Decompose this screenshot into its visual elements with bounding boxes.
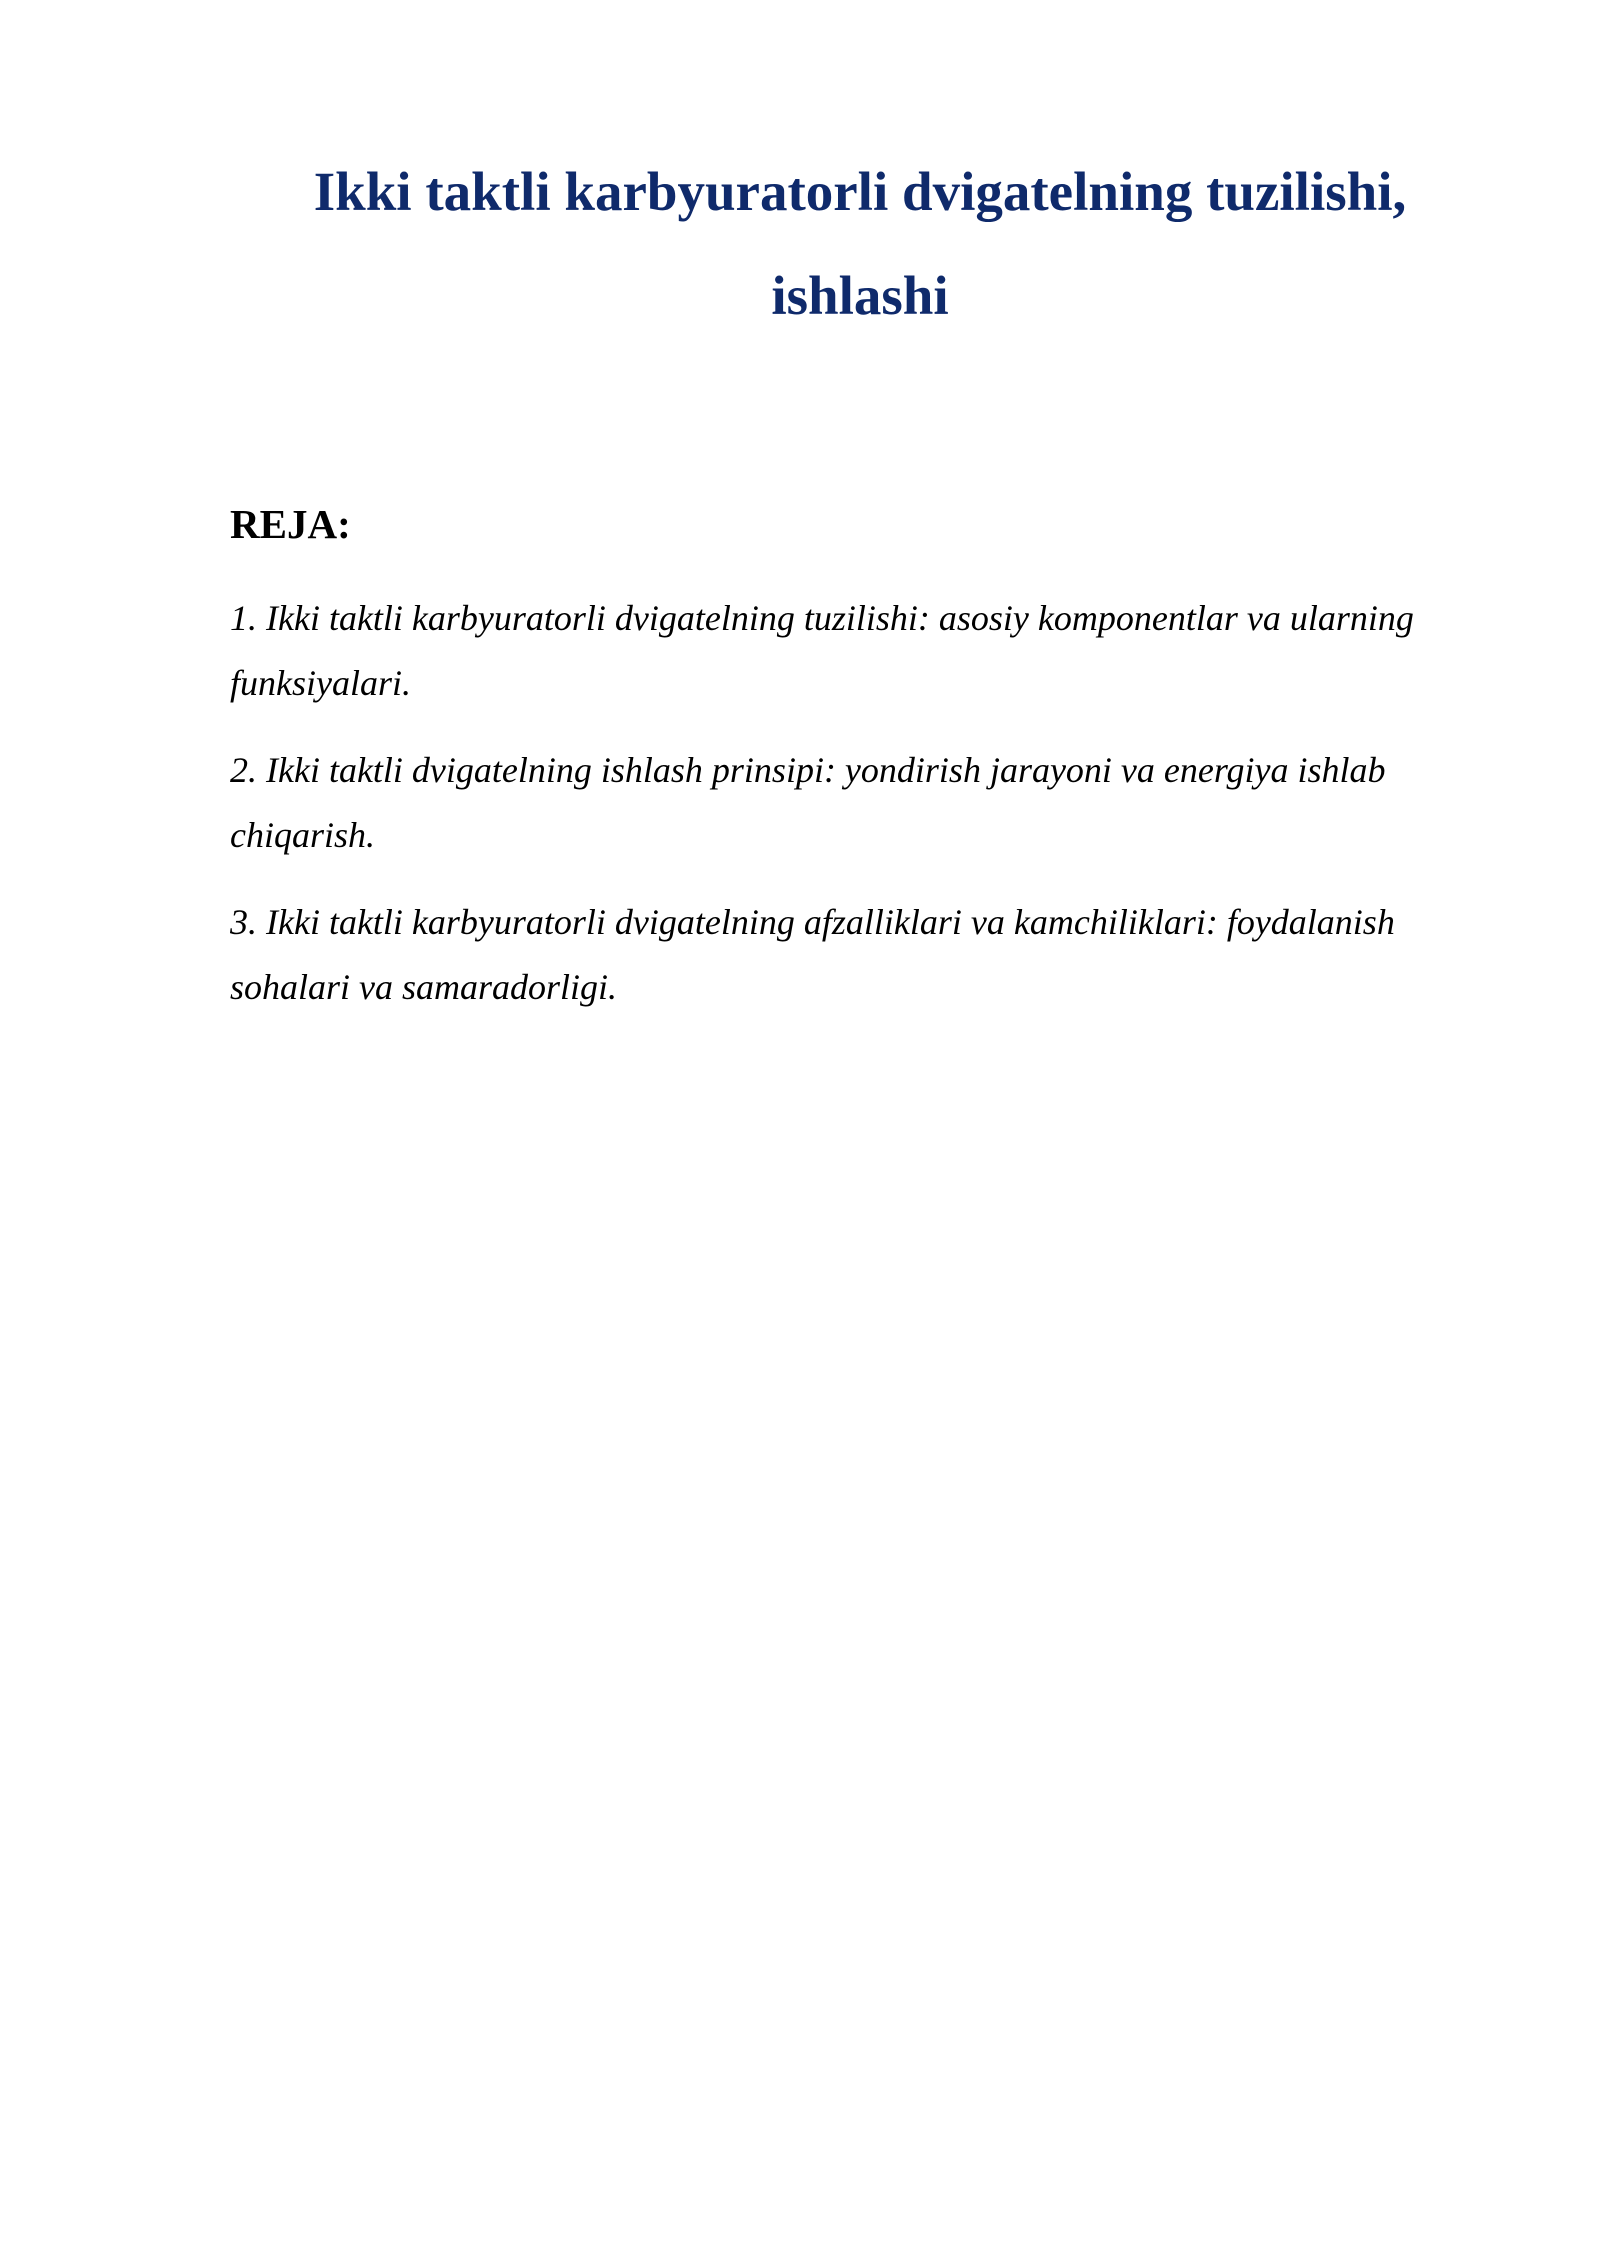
document-title: Ikki taktli karbyuratorli dvigatelning tuzilishi, ishlashi bbox=[313, 161, 1407, 326]
plan-list bbox=[230, 586, 1500, 1042]
plan-item-1: 1. Ikki taktli karbyuratorli dvigatelning tuzilishi: asosiy komponentlar va ularning funksiyalari. bbox=[230, 598, 1414, 703]
plan-item-2: 2. Ikki taktli dvigatelning ishlash prinsipi: yondirish jarayoni va energiya ishlab chiqarish. bbox=[230, 750, 1386, 855]
plan-item-3: 3. Ikki taktli karbyuratorli dvigatelning afzalliklari va kamchiliklari: foydalanish sohalari va samaradorligi. bbox=[230, 902, 1395, 1007]
plan-heading: REJA: bbox=[230, 501, 351, 547]
